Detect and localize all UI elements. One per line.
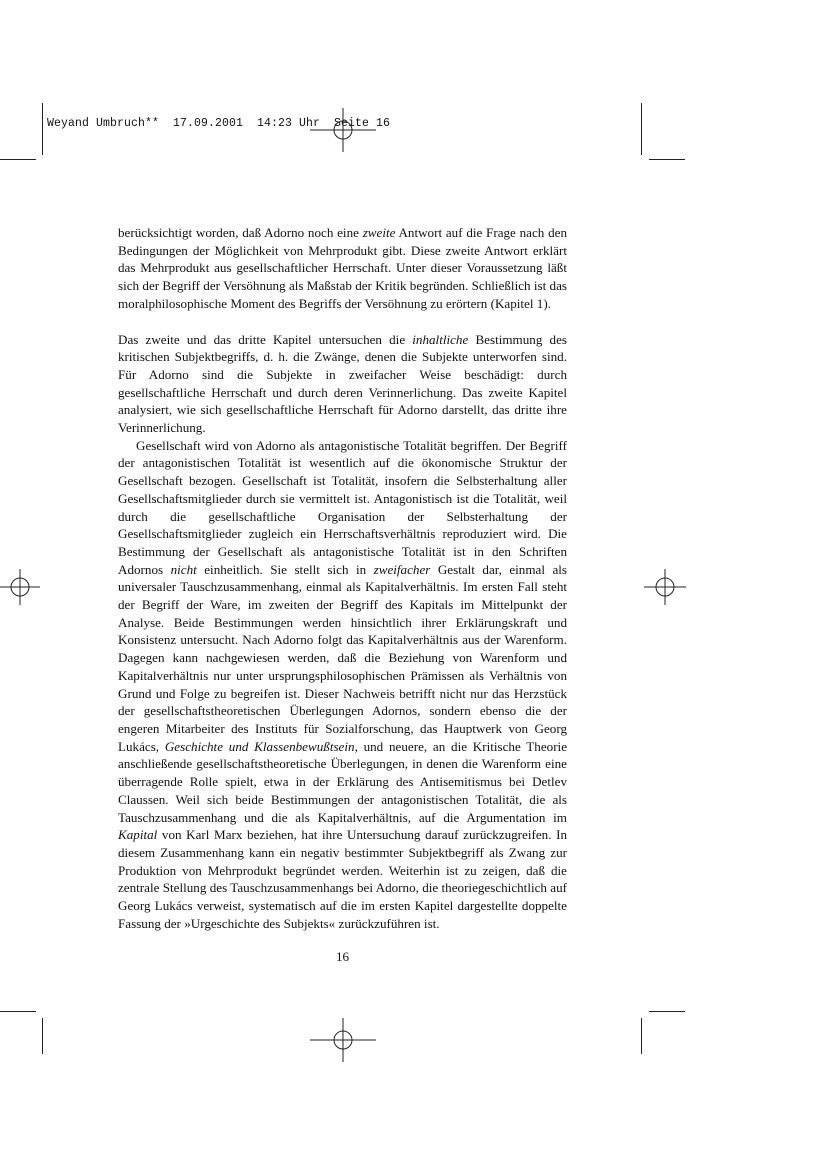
- crop-mark: [42, 1018, 43, 1054]
- registration-mark-left: [0, 565, 44, 609]
- crop-mark: [42, 103, 43, 155]
- text-run: Antwort auf die Frage nach den Bedingungen der Möglichkeit von Mehrprodukt gibt. Diese zweite Antwort erklärt das Mehrprodukt aus gesellschaftlicher Herrschaft. Unter dieser Voraussetzung läßt sich der Begriff der Versöhnung als Maßstab der Kritik begründen. Schließlich ist das moralphilosophische Moment des Begriffs der Versöhnung zu erörtern (Kapitel 1).: [118, 225, 567, 311]
- crop-mark: [649, 159, 685, 160]
- text-run: , und neuere, an die Kritische Theorie anschließende gesellschaftstheoretische Überlegungen, in denen die Warenform eine überragende Rolle spielt, etwa in der Erklärung des Antisemitismus bei Detlev Claussen. Weil sich beide Bestimmungen der antagonistischen Totalität, die als Tauschzusammenhang und die als Kapitalverhältnis, auf die Argumentation im: [118, 738, 568, 825]
- paragraph: [118, 437, 567, 933]
- crop-mark: [641, 1018, 642, 1054]
- crop-mark: [649, 1011, 685, 1012]
- paragraph: [118, 224, 567, 313]
- text-run: Das zweite und das dritte Kapitel untersuchen die: [118, 331, 413, 347]
- page-number: 16: [335, 949, 350, 964]
- italic-text: Kapital: [118, 827, 158, 843]
- text-run: berücksichtigt worden, daß Adorno noch eine: [118, 225, 363, 240]
- italic-text: zweifacher: [373, 561, 431, 577]
- italic-text: inhaltliche: [412, 331, 469, 347]
- crop-mark: [641, 103, 642, 155]
- crop-mark: [0, 1011, 36, 1012]
- registration-mark-top: [310, 108, 376, 152]
- text-run: Bestimmung des kritischen Subjektbegriffs, d. h. die Zwänge, denen die Subjekte unterworfen sind. Für Adorno sind die Subjekte in zweifacher Weise beschädigt: durch gesellschaftliche Herrschaft und durch deren Verinnerlichung. Das zweite Kapitel analysiert, wie sich gesellschaftliche Herrschaft für Adorno darstellt, das dritte ihre Verinnerlichung.: [118, 331, 567, 436]
- registration-mark-bottom: [310, 1018, 376, 1062]
- text-run: einheitlich. Sie stellt sich in: [196, 561, 374, 577]
- registration-mark-right: [642, 565, 686, 609]
- body-text: [118, 224, 567, 932]
- crop-mark: [0, 159, 36, 160]
- italic-text: Geschichte und Klassenbewußtsein: [164, 738, 355, 754]
- paragraph: [118, 331, 567, 437]
- print-slug: Weyand Umbruch** 17.09.2001 14:23 Uhr Seite 16: [47, 117, 391, 130]
- text-run: Gesellschaft wird von Adorno als antagonistische Totalität begriffen. Der Begriff der antagonistischen Totalität ist wesentlich auf die ökonomische Struktur der Gesellschaft bezogen. Gesellschaft ist Totalität, insofern die Selbsterhaltung aller Gesellschaftsmitglieder durch sie vermittelt ist. Antagonistisch ist die Totalität, weil durch die gesellschaftliche Organisation der Selbsterhaltung der Gesellschaftsmitglieder zugleich ein Herrschaftsverhältnis reproduziert wird. Die Bestimmung der Gesellschaft als antagonistische Totalität ist in den Schriften Adornos: [118, 437, 567, 577]
- text-run: Gestalt dar, einmal als universaler Tauschzusammenhang, einmal als Kapitalverhältnis. Im ersten Fall steht der Begriff der Ware, im zweiten der Begriff des Kapitals im Mittelpunkt der Analyse. Beide Bestimmungen werden hinsichtlich ihrer Erklärungskraft und Konsistenz untersucht. Nach Adorno folgt das Kapitalverhältnis aus der Warenform. Dagegen kann nachgewiesen werden, daß die Beziehung von Warenform und Kapitalverhältnis nur unter ursprungsphilosophischen Prämissen als Verhältnis von Grund und Folge zu begreifen ist. Dieser Nachweis betrifft nicht nur das Herzstück der gesellschaftstheoretischen Überlegungen Adornos, sondern ebenso die der engeren Mitarbeiter des Instituts für Sozialforschung, das Hauptwerk von Georg Lukács,: [118, 561, 567, 754]
- italic-text: nicht: [170, 561, 197, 577]
- italic-text: zweite: [362, 225, 396, 240]
- text-run: von Karl Marx beziehen, hat ihre Untersuchung darauf zurückzugreifen. In diesem Zusammenhang kann ein negativ bestimmter Subjektbegriff als Zwang zur Produktion von Mehrprodukt begründet werden. Weiterhin ist zu zeigen, daß die zentrale Stellung des Tauschzusammenhangs bei Adorno, die theoriegeschichtlich auf Georg Lukács verweist, systematisch auf die im ersten Kapitel dargestellte doppelte Fassung der »Urgeschichte des Subjekts« zurückzuführen ist.: [118, 827, 567, 931]
